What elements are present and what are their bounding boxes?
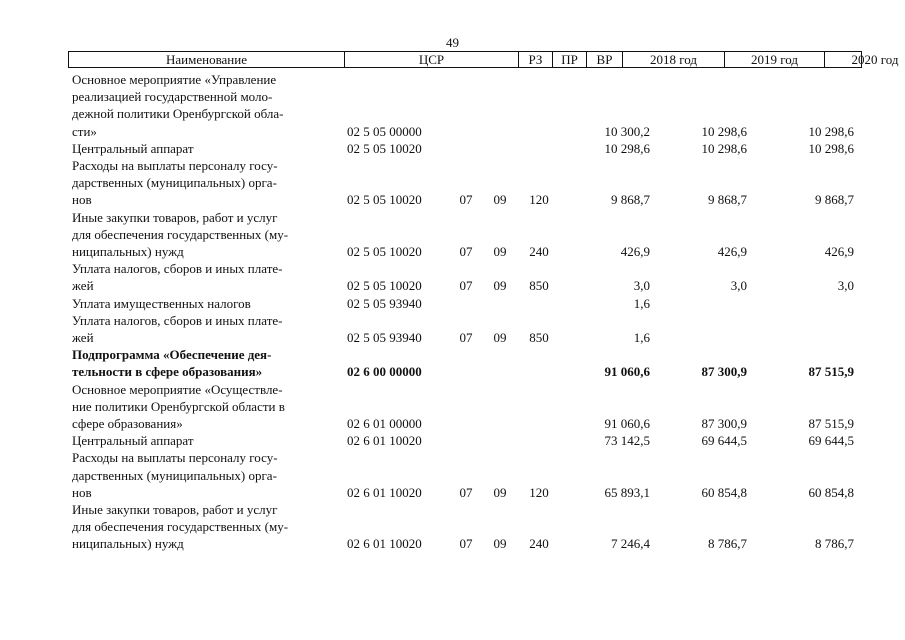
row-value-2020: 87 515,9 <box>808 364 854 380</box>
row-name <box>72 432 334 449</box>
row-value-2020: 426,9 <box>824 243 854 259</box>
row-code: 02 6 01 10020 <box>347 536 422 552</box>
row-value-2019: 10 298,6 <box>701 123 747 139</box>
row-pr: 09 <box>493 192 507 208</box>
row-name-line: тельности в сфере образования» <box>72 364 263 380</box>
row-code: 02 5 05 10020 <box>347 243 422 259</box>
row-name-line: жей <box>72 330 94 345</box>
header-name: Наименование <box>69 52 345 67</box>
row-rz: 07 <box>459 278 473 294</box>
row-value-2020: 60 854,8 <box>808 484 854 500</box>
table-row <box>0 432 905 449</box>
row-name-line: дарственных (муниципальных) орга- <box>72 467 277 483</box>
row-name-line: дежной политики Оренбургской обла- <box>72 106 284 122</box>
table-row <box>0 312 905 346</box>
row-vr: 850 <box>529 329 549 345</box>
row-name-line: Уплата налогов, сборов и иных плате- <box>72 312 283 328</box>
table-row <box>0 346 905 380</box>
row-name-line: Центральный аппарат <box>72 433 194 449</box>
row-name-line: жей <box>72 278 94 294</box>
row-name-line: сти» <box>72 123 97 139</box>
row-code: 02 6 01 10020 <box>347 484 422 500</box>
row-pr: 09 <box>493 243 507 259</box>
row-value-2019: 426,9 <box>717 243 747 259</box>
table-row <box>0 295 905 312</box>
row-code: 02 6 01 00000 <box>347 415 422 431</box>
header-2020: 2020 год <box>851 52 899 67</box>
row-code: 02 6 00 00000 <box>347 364 422 380</box>
row-code: 02 5 05 93940 <box>347 295 422 311</box>
header-vr: ВР <box>587 52 623 67</box>
row-rz: 07 <box>459 536 473 552</box>
row-name-line: ниципальных) нужд <box>72 244 184 259</box>
row-value-2020: 69 644,5 <box>808 433 854 449</box>
row-code: 02 5 05 00000 <box>347 123 422 139</box>
row-value-2019: 87 300,9 <box>701 364 747 380</box>
row-name-line: нов <box>72 484 92 500</box>
header-2018: 2018 год <box>623 52 725 67</box>
row-value-2019: 60 854,8 <box>701 484 747 500</box>
row-name <box>72 501 334 553</box>
row-vr: 120 <box>529 192 549 208</box>
table-row <box>0 501 905 553</box>
table-row <box>0 209 905 261</box>
header-rz: РЗ <box>519 52 553 67</box>
row-vr: 240 <box>529 243 549 259</box>
row-value-2019: 10 298,6 <box>701 140 747 156</box>
table-row <box>0 260 905 294</box>
row-name-line: Подпрограмма «Обеспечение дея- <box>72 347 272 363</box>
row-pr: 09 <box>493 329 507 345</box>
row-value-2019: 9 868,7 <box>708 192 747 208</box>
row-name-line: Уплата налогов, сборов и иных плате- <box>72 261 283 277</box>
table-row <box>0 157 905 209</box>
page-number: 49 <box>446 35 459 50</box>
row-name-line: Иные закупки товаров, работ и услуг <box>72 209 278 225</box>
row-name <box>72 346 334 380</box>
row-name-line: Расходы на выплаты персоналу госу- <box>72 450 278 466</box>
row-vr: 850 <box>529 278 549 294</box>
row-code: 02 5 05 93940 <box>347 329 422 345</box>
row-name-line: Центральный аппарат <box>72 140 194 156</box>
row-name <box>72 157 334 209</box>
row-pr: 09 <box>493 484 507 500</box>
row-name <box>72 260 334 294</box>
row-code: 02 5 05 10020 <box>347 192 422 208</box>
row-name-line: Уплата имущественных налогов <box>72 295 251 311</box>
table-row <box>0 140 905 157</box>
row-value-2018: 1,6 <box>633 295 650 311</box>
row-value-2020: 8 786,7 <box>815 536 854 552</box>
row-name-line: ние политики Оренбургской области в <box>72 398 285 414</box>
row-name-line: для обеспечения государственных (му- <box>72 226 289 242</box>
row-value-2020: 10 298,6 <box>808 123 854 139</box>
row-value-2018: 3,0 <box>633 278 650 294</box>
row-value-2018: 91 060,6 <box>604 415 650 431</box>
row-name <box>72 295 334 312</box>
row-value-2020: 87 515,9 <box>808 415 854 431</box>
row-value-2019: 8 786,7 <box>708 536 747 552</box>
row-code: 02 5 05 10020 <box>347 278 422 294</box>
row-name-line: реализацией государственной моло- <box>72 89 273 105</box>
row-name-line: сфере образования» <box>72 416 183 431</box>
row-pr: 09 <box>493 278 507 294</box>
row-vr: 120 <box>529 484 549 500</box>
row-value-2020: 3,0 <box>837 278 854 294</box>
row-pr: 09 <box>493 536 507 552</box>
row-value-2018: 10 298,6 <box>604 140 650 156</box>
row-value-2018: 9 868,7 <box>611 192 650 208</box>
row-name <box>72 140 334 157</box>
row-name <box>72 209 334 261</box>
row-name <box>72 312 334 346</box>
header-2019: 2019 год <box>725 52 825 67</box>
row-value-2020: 9 868,7 <box>815 192 854 208</box>
row-name <box>72 449 334 501</box>
row-value-2020: 10 298,6 <box>808 140 854 156</box>
row-value-2018: 7 246,4 <box>611 536 650 552</box>
row-value-2018: 10 300,2 <box>604 123 650 139</box>
row-value-2018: 91 060,6 <box>604 364 650 380</box>
row-name-line: Основное мероприятие «Осуществле- <box>72 381 283 397</box>
row-name-line: Иные закупки товаров, работ и услуг <box>72 502 278 517</box>
row-value-2018: 426,9 <box>620 243 650 259</box>
row-rz: 07 <box>459 484 473 500</box>
row-value-2019: 69 644,5 <box>701 433 747 449</box>
table-row <box>0 381 905 433</box>
row-code: 02 5 05 10020 <box>347 140 422 156</box>
header-pr: ПР <box>553 52 587 67</box>
row-name <box>72 381 334 433</box>
table-header <box>68 51 899 68</box>
row-name-line: для обеспечения государственных (му- <box>72 519 289 535</box>
row-value-2018: 1,6 <box>633 329 650 345</box>
row-name-line: Расходы на выплаты персоналу госу- <box>72 158 278 173</box>
row-name-line: ниципальных) нужд <box>72 536 184 552</box>
row-rz: 07 <box>459 243 473 259</box>
row-value-2018: 65 893,1 <box>604 484 650 500</box>
row-name-line: дарственных (муниципальных) орга- <box>72 175 277 191</box>
row-rz: 07 <box>459 192 473 208</box>
row-code: 02 6 01 10020 <box>347 433 422 449</box>
row-rz: 07 <box>459 329 473 345</box>
row-value-2019: 87 300,9 <box>701 415 747 431</box>
row-vr: 240 <box>529 536 549 552</box>
header-csr: ЦСР <box>345 52 519 67</box>
row-name-line: Основное мероприятие «Управление <box>72 72 277 87</box>
row-value-2019: 3,0 <box>730 278 747 294</box>
row-value-2018: 73 142,5 <box>604 433 650 449</box>
row-name <box>72 71 334 140</box>
table-row <box>0 449 905 501</box>
row-name-line: нов <box>72 192 92 208</box>
table-row <box>0 71 905 140</box>
